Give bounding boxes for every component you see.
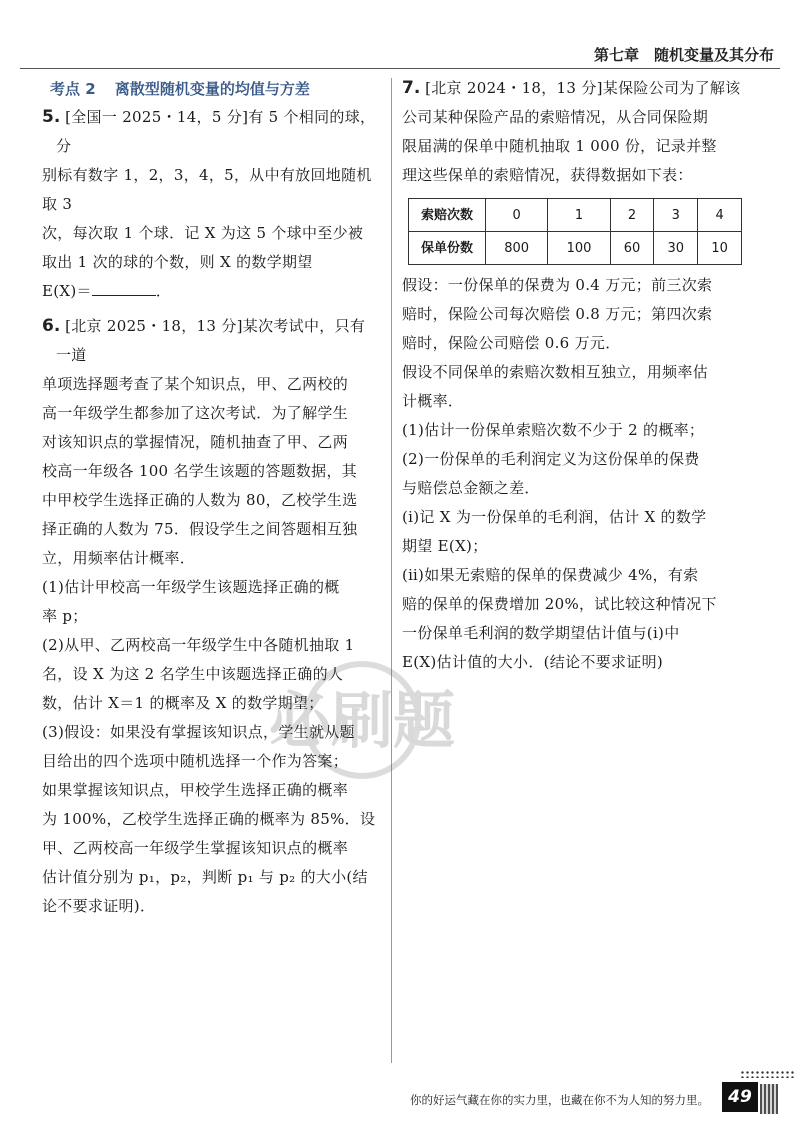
footer-motto: 你的好运气藏在你的实力里，也藏在你不为人知的努力里。: [410, 1093, 709, 1107]
problem-line: 公司某种保险产品的索赔情况，从合同保险期: [402, 108, 709, 126]
decorative-pattern: [760, 1084, 778, 1114]
table-row: [409, 232, 742, 265]
problem-line: 赔的保单的保费增加 20%，试比较这种情况下: [402, 595, 717, 613]
table-cell: 800: [486, 232, 548, 265]
problem-line: E(X)估计值的大小．(结论不要求证明): [402, 653, 664, 671]
problem-line: 期望 E(X)；: [402, 537, 488, 555]
column-divider: [391, 78, 392, 1063]
decorative-dots: [740, 1070, 795, 1078]
problem-line: [全国一 2025・14，5 分]有 5 个相同的球，分: [56, 108, 376, 155]
problem-line: 对该知识点的掌握情况，随机抽查了甲、乙两: [42, 433, 349, 451]
table-cell: 4: [698, 199, 742, 232]
right-column: [402, 74, 747, 683]
problem-line: 中甲校学生选择正确的人数为 80，乙校学生选: [42, 491, 358, 509]
problem-line: 假设不同保单的索赔次数相互独立，用频率估: [402, 363, 709, 381]
problem-number: 6.: [42, 316, 61, 336]
problem-line: (1)估计甲校高一年级学生该题选择正确的概: [42, 578, 340, 596]
problem-line: 限届满的保单中随机抽取 1 000 份，记录并整: [402, 137, 717, 155]
problem-number: 5.: [42, 107, 61, 127]
problem-line: 目给出的四个选项中随机选择一个作为答案；: [42, 752, 349, 770]
problem-line: 校高一年级各 100 名学生该题的答题数据，其: [42, 462, 358, 480]
answer-prefix: E(X)＝: [42, 282, 92, 300]
problem-line: 为 100%，乙校学生选择正确的概率为 85%．设: [42, 810, 376, 828]
problem-line: 赔时，保险公司每次赔偿 0.8 万元；第四次索: [402, 305, 713, 323]
answer-blank[interactable]: [92, 279, 156, 296]
problem-line: (1)估计一份保单索赔次数不少于 2 的概率；: [402, 421, 705, 439]
problem-line: 别标有数字 1，2，3，4，5，从中有放回地随机取 3: [42, 166, 372, 213]
table-cell: 100: [548, 232, 610, 265]
problem-line: 赔时，保险公司赔偿 0.6 万元．: [402, 334, 621, 352]
section-title: 离散型随机变量的均值与方差: [114, 80, 310, 98]
problem-number: 7.: [402, 78, 421, 98]
row-header: 保单份数: [409, 232, 486, 265]
problem-line: 数，估计 X＝1 的概率及 X 的数学期望；: [42, 694, 324, 712]
problem-line: 如果掌握该知识点，甲校学生选择正确的概率: [42, 781, 349, 799]
table-cell: 2: [610, 199, 654, 232]
problem-line: 论不要求证明)．: [42, 897, 156, 915]
problem-line: (ⅰ)记 X 为一份保单的毛利润，估计 X 的数学: [402, 508, 707, 526]
table-cell: 30: [654, 232, 698, 265]
table-cell: 10: [698, 232, 742, 265]
problem-line: [北京 2025・18，13 分]某次考试中，只有一道: [56, 317, 366, 364]
section-heading: [50, 78, 380, 99]
problem-line: (ⅱ)如果无索赔的保单的保费减少 4%，有索: [402, 566, 699, 584]
section-label: 考点 2: [50, 80, 96, 98]
problem-line: 甲、乙两校高一年级学生掌握该知识点的概率: [42, 839, 349, 857]
table-cell: 3: [654, 199, 698, 232]
problem-line: 与赔偿总金额之差．: [402, 479, 540, 497]
problem-line: 率 p；: [42, 607, 88, 625]
problem-line: 高一年级学生都参加了这次考试．为了解学生: [42, 404, 349, 422]
problem-line: 计概率．: [402, 392, 464, 410]
problem-6: [42, 312, 380, 921]
problem-line: 单项选择题考查了某个知识点，甲、乙两校的: [42, 375, 349, 393]
problem-5: [42, 103, 380, 306]
problem-line: 理这些保单的索赔情况，获得数据如下表：: [402, 166, 693, 184]
problem-line: [北京 2024・18，13 分]某保险公司为了解该: [425, 79, 741, 97]
table-cell: 60: [610, 232, 654, 265]
table-cell: 0: [486, 199, 548, 232]
watermark-logo: [262, 660, 462, 780]
problem-line: 名，设 X 为这 2 名学生中该题选择正确的人: [42, 665, 344, 683]
claims-table: [408, 198, 742, 265]
left-column: [42, 74, 380, 927]
problem-line: 一份保单毛利润的数学期望估计值与(ⅰ)中: [402, 624, 680, 642]
table-cell: 1: [548, 199, 610, 232]
problem-line: 次，每次取 1 个球．记 X 为这 5 个球中至少被: [42, 224, 364, 242]
problem-line: (2)从甲、乙两校高一年级学生中各随机抽取 1: [42, 636, 355, 654]
row-header: 索赔次数: [409, 199, 486, 232]
problem-line: (2)一份保单的毛利润定义为这份保单的保费: [402, 450, 700, 468]
watermark-text: 必刷题: [268, 684, 456, 757]
problem-line: 取出 1 次的球的个数，则 X 的数学期望: [42, 253, 313, 271]
problem-line: 择正确的人数为 75．假设学生之间答题相互独: [42, 520, 358, 538]
problem-line: 假设：一份保单的保费为 0.4 万元；前三次索: [402, 276, 713, 294]
problem-line: 估计值分别为 p₁，p₂，判断 p₁ 与 p₂ 的大小(结: [42, 868, 368, 886]
chapter-title: 第七章 随机变量及其分布: [593, 46, 774, 64]
problem-line: 立，用频率估计概率．: [42, 549, 196, 567]
table-row: [409, 199, 742, 232]
page-number: 49: [722, 1082, 758, 1112]
answer-suffix: ．: [155, 282, 172, 300]
problem-line: (3)假设：如果没有掌握该知识点，学生就从题: [42, 723, 355, 741]
problem-7: [402, 74, 747, 677]
page-header: [20, 40, 780, 69]
